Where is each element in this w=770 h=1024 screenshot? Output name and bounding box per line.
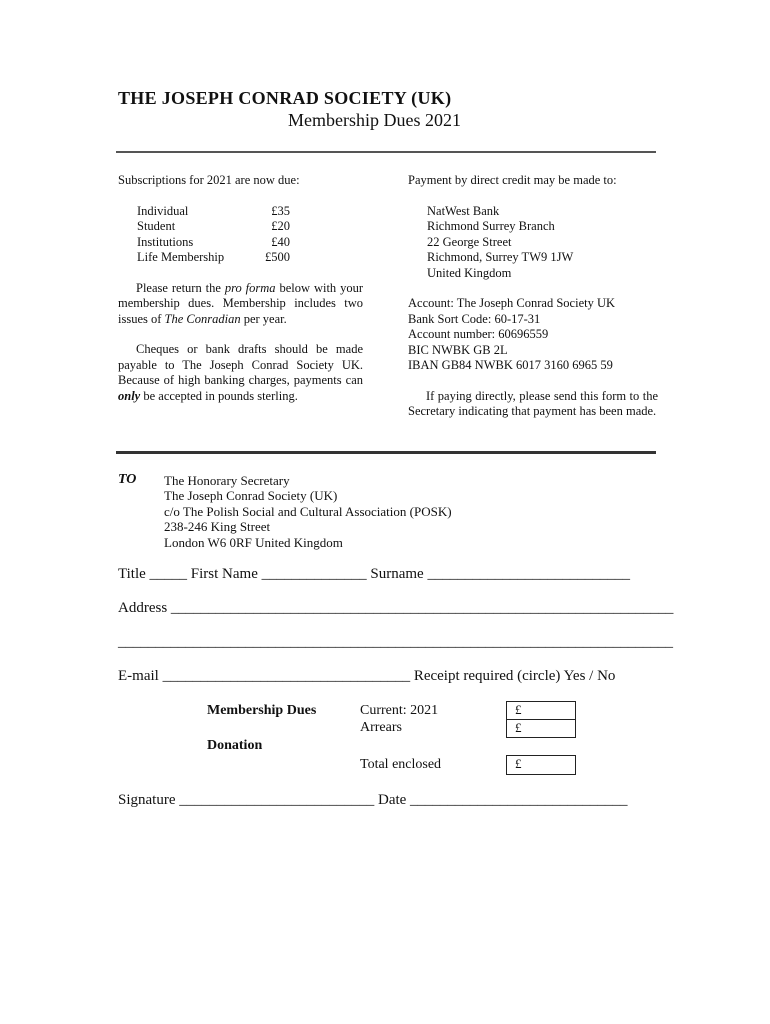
bank-line: Richmond Surrey Branch <box>427 219 555 233</box>
current-amount-box[interactable] <box>506 701 576 720</box>
signature-date-line[interactable]: Signature __________________________ Date _____________________________ <box>118 792 628 808</box>
bank-details-column <box>408 173 658 420</box>
fee-row <box>137 235 363 251</box>
page-title: THE JOSEPH CONRAD SOCIETY (UK) <box>118 88 452 108</box>
page-subtitle: Membership Dues 2021 <box>288 110 461 130</box>
subscriptions-column <box>118 173 363 404</box>
account-line: IBAN GB84 NWBK 6017 3160 6965 59 <box>408 358 613 372</box>
fee-amount: £20 <box>271 219 290 233</box>
address-line: 238-246 King Street <box>164 519 271 535</box>
fee-row <box>137 219 363 235</box>
current-year-label: Current: 2021 <box>360 703 439 718</box>
account-details <box>408 296 658 374</box>
bank-line: 22 George Street <box>427 234 512 249</box>
fee-row <box>137 204 363 220</box>
bank-line: United Kingdom <box>427 265 512 280</box>
bank-line: Richmond, Surrey TW9 1JW <box>427 250 574 264</box>
middle-divider <box>116 451 656 454</box>
subscriptions-intro: Subscriptions for 2021 are now due: <box>118 173 300 187</box>
currency-symbol: £ <box>515 720 522 735</box>
return-instructions: Please return the pro forma below with your membership dues. Membership includes two issues of The Conradian per year. <box>118 280 364 326</box>
bank-address <box>408 204 658 282</box>
fee-amount: £40 <box>271 234 290 249</box>
donation-label: Donation <box>207 738 263 753</box>
total-amount-box[interactable] <box>506 755 576 775</box>
fee-name: Institutions <box>137 234 194 249</box>
address-field-line[interactable]: Address ___________________________________________________________________ <box>118 600 674 616</box>
fee-amount: £500 <box>265 250 290 264</box>
address-field-line-2[interactable]: __________________________________________________________________________ <box>118 634 673 650</box>
email-receipt-line[interactable]: E-mail _________________________________ Receipt required (circle) Yes / No <box>118 668 616 684</box>
fee-list <box>118 204 363 266</box>
account-line: Account number: 60696559 <box>408 327 549 341</box>
membership-dues-label: Membership Dues <box>207 703 317 718</box>
address-line: The Joseph Conrad Society (UK) <box>164 488 338 504</box>
bank-line: NatWest Bank <box>427 203 500 218</box>
arrears-amount-box[interactable] <box>506 719 576 738</box>
to-label: TO <box>118 472 137 487</box>
account-line: BIC NWBK GB 2L <box>408 342 508 357</box>
name-fields-line[interactable]: Title _____ First Name ______________ Surname ___________________________ <box>118 566 630 582</box>
secretary-address <box>164 473 452 550</box>
address-line: The Honorary Secretary <box>164 473 290 488</box>
direct-payment-note: If paying directly, please send this form to the Secretary indicating that payment has been made. <box>408 388 658 418</box>
direct-credit-intro: Payment by direct credit may be made to: <box>408 173 617 187</box>
arrears-label: Arrears <box>360 720 402 735</box>
fee-name: Individual <box>137 203 189 218</box>
address-line: c/o The Polish Social and Cultural Association (POSK) <box>164 503 452 519</box>
currency-symbol: £ <box>515 756 522 771</box>
payment-instructions: Cheques or bank drafts should be made payable to The Joseph Conrad Society UK. Because of high banking charges, payments can only be accepted in pounds sterling. <box>118 342 363 403</box>
fee-name: Student <box>137 219 176 233</box>
account-line: Bank Sort Code: 60-17-31 <box>408 311 541 326</box>
top-divider <box>116 151 656 153</box>
currency-symbol: £ <box>515 702 522 717</box>
fee-name: Life Membership <box>137 250 225 264</box>
account-line: Account: The Joseph Conrad Society UK <box>408 296 616 310</box>
address-line: London W6 0RF United Kingdom <box>164 534 343 550</box>
total-enclosed-label: Total enclosed <box>360 757 442 772</box>
fee-row <box>137 250 363 266</box>
fee-amount: £35 <box>271 203 290 218</box>
